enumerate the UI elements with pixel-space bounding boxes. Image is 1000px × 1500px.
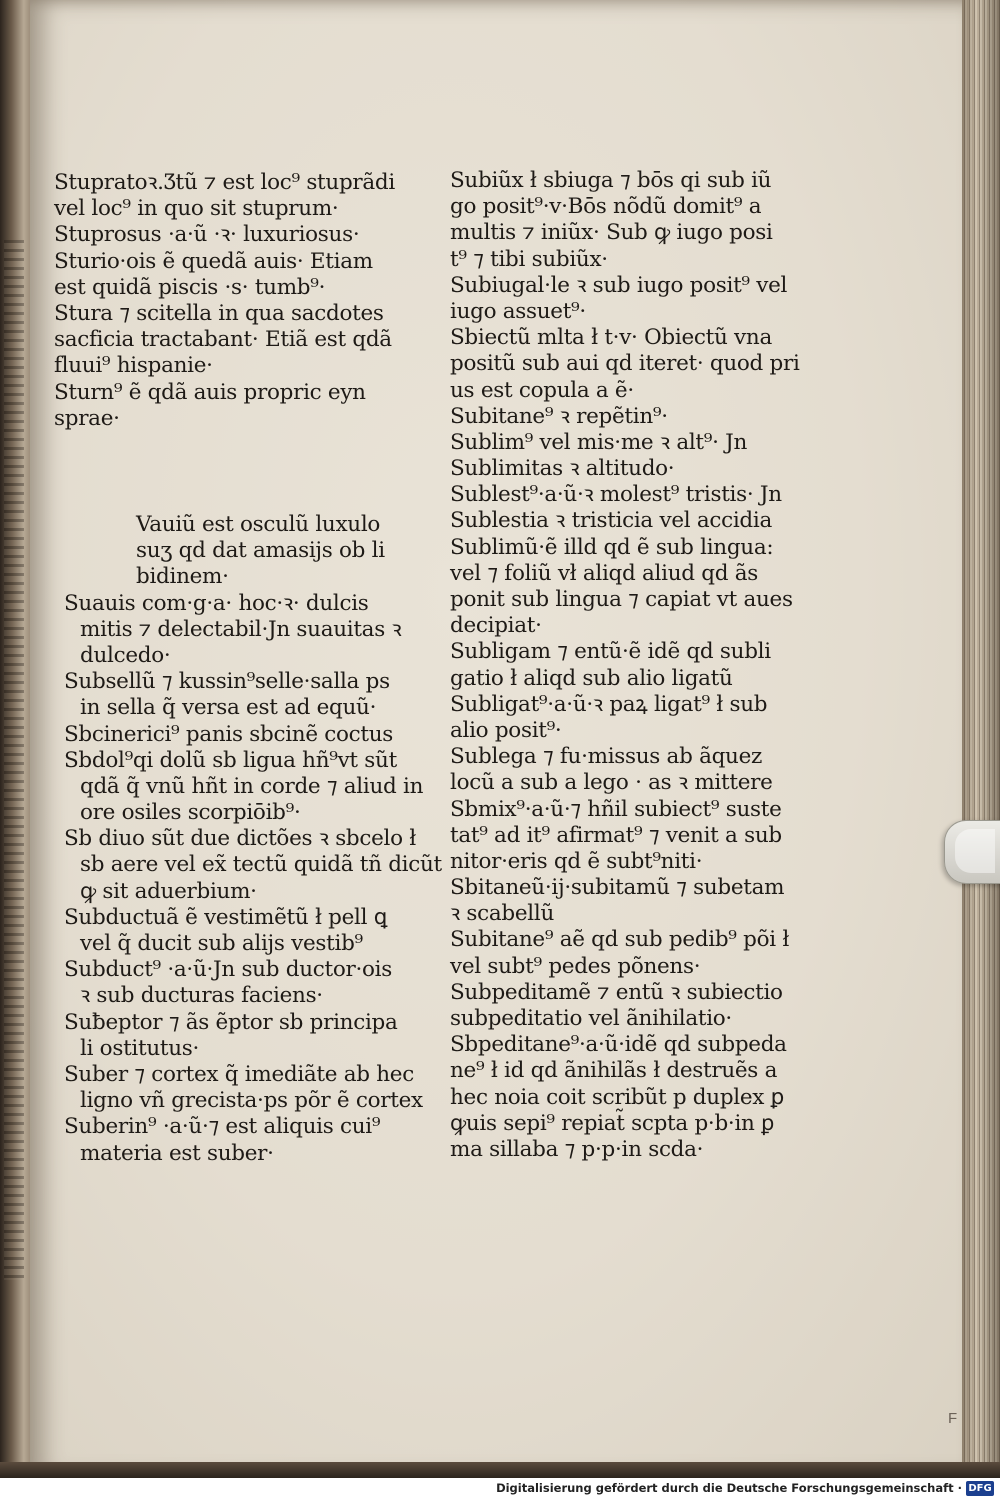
text-line: go posit⁹·v·Bōs nõdũ domit⁹ a xyxy=(450,194,762,220)
text-line: subpeditatio vel ãnihilatio· xyxy=(450,1006,732,1031)
text-line: Sb diuo sũt due dictões ꝛ sbcelo ł xyxy=(64,826,416,852)
text-line: iugo assuet⁹· xyxy=(450,298,586,324)
text-line: fluui⁹ hispanie· xyxy=(54,353,213,379)
right-fore-edge xyxy=(962,0,1000,1478)
text-line: Sturio·ois ẽ quedã auis· Etiam xyxy=(54,248,373,274)
text-line: Subsellũ ⁊ kussin⁹selle·salla ps xyxy=(64,669,390,695)
text-line: ne⁹ ł id qd ãnihilãs ł destruẽs a xyxy=(450,1058,778,1084)
text-line: Sublim⁹ vel mis·me ꝛ alt⁹· Jn xyxy=(450,429,748,455)
right-column-text xyxy=(450,168,800,1163)
text-line: Sublega ⁊ fu·missus ab ãquez xyxy=(450,744,763,770)
text-line: ꝛ scabellũ xyxy=(450,901,555,927)
left-page-edge xyxy=(0,0,34,1478)
text-line: est quidã piscis ·s· tumb⁹· xyxy=(54,274,326,300)
bottom-binding-edge xyxy=(0,1462,1000,1478)
text-line: ꝙuis sepi⁹ repiat̃ scpta p·b·in ꝑ xyxy=(450,1110,775,1136)
text-line: Sbpeditane⁹·a·ũ·idẽ qd subpeda xyxy=(450,1032,787,1058)
text-line: Subpeditamẽ ⁊ entũ ꝛ subiectio xyxy=(450,979,783,1005)
text-line: Stupratoꝛ.Ʒtũ ⁊ est loc⁹ stuprãdi xyxy=(54,170,395,195)
left-column-main-text xyxy=(64,512,442,1167)
text-line: vel subt⁹ pedes põnens· xyxy=(450,953,701,979)
text-line: vel ⁊ foliũ vł aliqd aliud qd ãs xyxy=(450,560,758,586)
text-line: Subitane⁹ aẽ qd sub pedib⁹ põi ł xyxy=(450,927,790,953)
dfg-logo-icon[interactable]: DFG xyxy=(966,1481,994,1496)
left-column-top-text xyxy=(54,170,395,432)
funding-credit: Digitalisierung gefördert durch die Deutsche Forschungsgemeinschaft · xyxy=(496,1481,962,1495)
text-line: sprae· xyxy=(54,405,120,431)
text-line: sb aere vel ex̃ tectũ quidã tñ dicũt xyxy=(80,852,442,878)
folio-mark: F xyxy=(948,1410,958,1427)
text-line: Suauis com·g·a· hoc·ꝛ· dulcis xyxy=(64,590,369,616)
text-line: alio posit⁹· xyxy=(450,717,562,743)
text-line: suʒ qd dat amasijs ob li xyxy=(136,538,385,564)
text-line: Sturn⁹ ẽ qdã auis propric eyn xyxy=(54,379,366,405)
text-line: decipiat· xyxy=(450,613,542,639)
text-line: gatio ł aliqd sub alio ligatũ xyxy=(450,665,733,691)
text-line: Subduct⁹ ·a·ũ·Jn sub ductor·ois xyxy=(64,957,392,983)
text-line: mitis ⁊ delectabil·Jn suauitas ꝛ xyxy=(80,616,402,642)
text-line: in sella q̃ versa est ad equũ· xyxy=(80,695,377,721)
text-line: locũ a sub a lego · as ꝛ mittere xyxy=(450,770,773,796)
text-line: nitor·eris qd ẽ subt⁹niti· xyxy=(450,848,703,874)
text-line: Subductuã ẽ vestimẽtũ ł pell ꝗ xyxy=(64,904,388,930)
text-line: multis ⁊ iniũx· Sub ꝙ iugo posi xyxy=(450,220,773,246)
attribution-footer xyxy=(0,1478,1000,1500)
text-line: qdã q̃ vnũ hñt in corde ⁊ aliud in xyxy=(80,773,424,799)
facing-page-text-sliver xyxy=(4,240,24,1280)
text-line: vel loc⁹ in quo sit stuprum· xyxy=(54,196,339,222)
text-line: positũ sub aui qd iteret· quod pri xyxy=(450,351,800,377)
text-line: ponit sub lingua ⁊ capiat vt aues xyxy=(450,587,793,612)
text-line: ligno vñ grecista·ps põr ẽ cortex xyxy=(80,1088,423,1114)
text-line: Stura ⁊ scitella in qua sacdotes xyxy=(54,300,384,326)
text-line: bidinem· xyxy=(136,564,229,590)
text-line: sacficia tractabant· Etiã est qdã xyxy=(54,327,392,353)
text-line: Sbcinerici⁹ panis sbcinẽ coctus xyxy=(64,721,394,747)
text-line: Vauiũ est osculũ luxulo xyxy=(136,512,381,537)
text-line: Sbmix⁹·a·ũ·⁊ hñil subiect⁹ suste xyxy=(450,796,782,822)
text-line: Subligam ⁊ entũ·ẽ idẽ qd subli xyxy=(450,639,771,665)
text-line: us est copula a ẽ· xyxy=(450,377,634,403)
text-line: Subiũx ł sbiuga ⁊ bōs qi sub iũ xyxy=(450,168,772,193)
text-line: dulcedo· xyxy=(80,642,171,668)
text-line: Sublest⁹·a·ũ·ꝛ molest⁹ tristis· Jn xyxy=(450,482,782,508)
text-line: Sublestia ꝛ tristicia vel accidia xyxy=(450,508,772,534)
text-line: Subligat⁹·a·ũ·ꝛ paꝝ ligat⁹ ł sub xyxy=(450,691,768,717)
text-line: materia est suber· xyxy=(80,1140,274,1166)
text-line: Sbdol⁹qi dolũ sb ligua hñ⁹vt sũt xyxy=(64,747,397,773)
page-clip-icon xyxy=(944,820,1000,884)
text-line: Stuprosus ·a·ũ ·ꝛ· luxuriosus· xyxy=(54,222,360,248)
text-line: ore osiles scorpiōib⁹· xyxy=(80,800,301,826)
text-line: hec noia coit scribũt p duplex ꝑ xyxy=(450,1084,784,1110)
text-line: Sublimũ·ẽ illd qd ẽ sub lingua: xyxy=(450,534,774,560)
text-line: t⁹ ⁊ tibi subiũx· xyxy=(450,246,608,272)
text-line: vel q̃ ducit sub alijs vestib⁹ xyxy=(80,931,363,956)
text-line: Suberin⁹ ·a·ũ·⁊ est aliquis cui⁹ xyxy=(64,1114,381,1140)
text-line: li ostitutus· xyxy=(80,1035,200,1061)
text-line: Sublimitas ꝛ altitudo· xyxy=(450,456,675,482)
text-line: ꝙ sit aduerbium· xyxy=(80,878,257,904)
text-line: tat⁹ ad it⁹ afirmat⁹ ⁊ venit a sub xyxy=(450,822,782,848)
text-line: Sbitaneũ·ij·subitamũ ⁊ subetam xyxy=(450,875,785,901)
text-line: Subitane⁹ ꝛ repẽtin⁹· xyxy=(450,403,668,429)
text-line: ꝛ sub ducturas faciens· xyxy=(80,983,323,1009)
text-line: ma sillaba ⁊ p·p·in scda· xyxy=(450,1136,704,1162)
text-line: Suber ⁊ cortex q̃ imediãte ab hec xyxy=(64,1061,414,1087)
text-line: Sbiectũ mlta ł t·v· Obiectũ vna xyxy=(450,325,772,351)
text-line: Subiugal·le ꝛ sub iugo posit⁹ vel xyxy=(450,272,788,298)
text-line: Suƀeptor ⁊ ãs ẽptor sb principa xyxy=(64,1009,398,1035)
